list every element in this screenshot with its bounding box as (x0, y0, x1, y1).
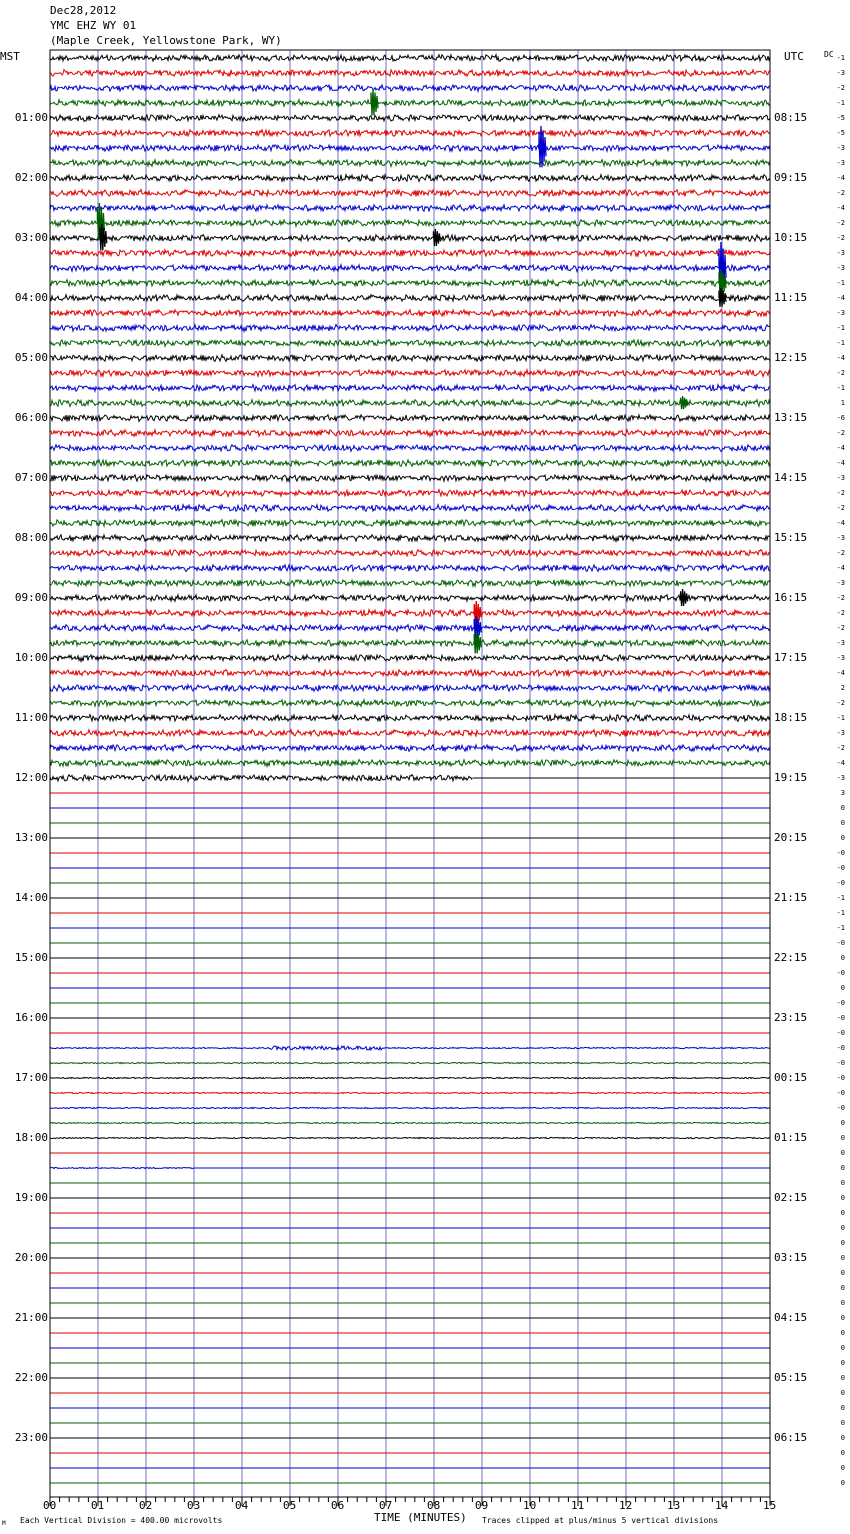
x-tick-label: 14 (715, 1499, 729, 1512)
dc-offset-label: 0 (840, 834, 845, 842)
x-tick-label: 12 (619, 1499, 633, 1512)
dc-offset-label: -1 (836, 384, 845, 392)
utc-hour-label: 11:15 (774, 291, 808, 304)
mst-hour-label: 06:00 (14, 411, 48, 424)
trace-line (50, 535, 770, 542)
trace-line (50, 310, 770, 317)
dc-offset-label: -1 (836, 714, 845, 722)
dc-offset-label: 0 (840, 1209, 845, 1217)
dc-offset-label: 0 (840, 1329, 845, 1337)
trace-line (50, 595, 770, 602)
vertical-division-note: Each Vertical Division = 400.00 microvolts (20, 1516, 223, 1525)
dc-offset-label: -2 (836, 219, 845, 227)
dc-offset-label: -4 (836, 519, 845, 527)
trace-line (50, 685, 770, 692)
trace-line (50, 370, 770, 377)
utc-hour-label: 19:15 (774, 771, 808, 784)
seismic-traces (50, 55, 770, 1483)
trace-line (50, 505, 770, 512)
dc-offset-label: -6 (836, 414, 845, 422)
trace-line (50, 250, 770, 257)
mst-hour-label: 01:00 (14, 111, 48, 124)
trace-line (50, 220, 770, 227)
dc-offset-label: 0 (840, 1374, 845, 1382)
location-label: (Maple Creek, Yellowstone Park, WY) (50, 34, 282, 47)
trace-line (50, 265, 770, 272)
event-spike (371, 89, 378, 115)
mst-hour-label: 13:00 (14, 831, 48, 844)
dc-offset-label: -3 (836, 159, 845, 167)
dc-offset-label: 0 (840, 984, 845, 992)
mst-hour-label: 09:00 (14, 591, 48, 604)
dc-offset-label: -3 (836, 579, 845, 587)
dc-offset-label: 0 (840, 1479, 845, 1487)
trace-line (50, 715, 770, 722)
trace-line (50, 280, 770, 287)
dc-offset-label: -2 (836, 504, 845, 512)
utc-hour-label: 15:15 (774, 531, 808, 544)
utc-hour-label: 13:15 (774, 411, 808, 424)
x-tick-label: 03 (187, 1499, 201, 1512)
trace-line (50, 1046, 770, 1050)
dc-offset-label: 2 (840, 684, 845, 692)
dc-offset-label: 0 (840, 1119, 845, 1127)
dc-offset-label: 0 (840, 1344, 845, 1352)
utc-hour-label: 21:15 (774, 891, 808, 904)
dc-offset-label: 0 (840, 1254, 845, 1262)
trace-line (50, 1167, 194, 1168)
dc-offset-label: -4 (836, 444, 845, 452)
dc-offset-label: -0 (836, 1059, 845, 1067)
trace-line (50, 190, 770, 197)
x-tick-label: 02 (139, 1499, 153, 1512)
mst-hour-label: 18:00 (14, 1131, 48, 1144)
dc-offset-label: -0 (836, 969, 845, 977)
dc-offset-label: -1 (836, 924, 845, 932)
dc-label: DC (824, 50, 834, 59)
dc-offset-label: 0 (840, 1149, 845, 1157)
mst-hour-label: 23:00 (14, 1431, 48, 1444)
dc-offset-label: -3 (836, 729, 845, 737)
trace-line (50, 145, 770, 152)
dc-offset-label: -2 (836, 609, 845, 617)
trace-line (50, 385, 770, 392)
trace-line (50, 730, 770, 737)
x-axis-title: TIME (MINUTES) (374, 1511, 467, 1524)
dc-offset-label: -2 (836, 594, 845, 602)
dc-offset-label: 0 (840, 804, 845, 812)
utc-hour-label: 17:15 (774, 651, 808, 664)
x-tick-label: 08 (427, 1499, 441, 1512)
x-tick-label: 10 (523, 1499, 537, 1512)
mst-hour-label: 12:00 (14, 771, 48, 784)
x-tick-label: 15 (763, 1499, 777, 1512)
dc-offset-label: -4 (836, 459, 845, 467)
trace-line (50, 175, 770, 182)
x-tick-label: 07 (379, 1499, 393, 1512)
mst-hour-label: 08:00 (14, 531, 48, 544)
utc-hour-label: 10:15 (774, 231, 808, 244)
dc-offset-label: -1 (836, 339, 845, 347)
trace-line (50, 235, 770, 242)
station-label: YMC EHZ WY 01 (50, 19, 137, 32)
utc-hour-label: 02:15 (774, 1191, 808, 1204)
dc-offset-label: -1 (836, 279, 845, 287)
trace-line (50, 1122, 770, 1123)
dc-offset-label: 0 (840, 1269, 845, 1277)
trace-line (50, 490, 770, 497)
dc-offset-label: -4 (836, 204, 845, 212)
dc-offset-label: -1 (836, 894, 845, 902)
trace-line (50, 70, 770, 77)
utc-hour-label: 14:15 (774, 471, 808, 484)
mst-hour-label: 07:00 (14, 471, 48, 484)
dc-offset-label: -2 (836, 189, 845, 197)
dc-offset-label: -2 (836, 84, 845, 92)
dc-offset-label: 0 (840, 819, 845, 827)
trace-line (50, 1077, 770, 1078)
trace-line (50, 565, 770, 572)
dc-offset-label: -3 (836, 774, 845, 782)
dc-offset-label: -0 (836, 1074, 845, 1082)
date-label: Dec28,2012 (50, 4, 117, 17)
trace-line (50, 1062, 770, 1063)
dc-offset-label: 0 (840, 1239, 845, 1247)
mst-hour-label: 15:00 (14, 951, 48, 964)
dc-offset-label: -2 (836, 429, 845, 437)
dc-offset-label: -4 (836, 354, 845, 362)
mst-hour-label: 19:00 (14, 1191, 48, 1204)
dc-offset-label: -3 (836, 639, 845, 647)
dc-offset-label: -3 (836, 144, 845, 152)
trace-line (50, 1137, 770, 1138)
dc-offset-label: -1 (836, 324, 845, 332)
trace-line (50, 445, 770, 452)
clipping-note: Traces clipped at plus/minus 5 vertical divisions (482, 1516, 719, 1525)
trace-line (50, 520, 770, 527)
dc-offset-label: 0 (840, 1224, 845, 1232)
mst-hour-label: 16:00 (14, 1011, 48, 1024)
dc-offset-label: -4 (836, 669, 845, 677)
utc-hour-label: 22:15 (774, 951, 808, 964)
x-tick-label: 11 (571, 1499, 585, 1512)
dc-offset-label: 0 (840, 1134, 845, 1142)
trace-line (50, 655, 770, 662)
dc-offset-label: 1 (840, 399, 845, 407)
utc-hour-label: 23:15 (774, 1011, 808, 1024)
trace-line (50, 760, 770, 767)
dc-offset-label: 0 (840, 1179, 845, 1187)
utc-hour-label: 04:15 (774, 1311, 808, 1324)
right-timezone-label: UTC (784, 50, 804, 63)
mst-hour-label: 21:00 (14, 1311, 48, 1324)
dc-offset-label: 0 (840, 1404, 845, 1412)
mst-hour-label: 04:00 (14, 291, 48, 304)
dc-offset-label: -3 (836, 474, 845, 482)
trace-line (50, 475, 770, 482)
dc-offset-label: -1 (836, 54, 845, 62)
dc-offset-label: -0 (836, 939, 845, 947)
mst-hour-label: 02:00 (14, 171, 48, 184)
dc-offset-label: -3 (836, 264, 845, 272)
trace-line (50, 100, 770, 107)
trace-line (50, 130, 770, 137)
x-tick-label: 09 (475, 1499, 489, 1512)
dc-offset-label: 0 (840, 1164, 845, 1172)
mst-hour-label: 11:00 (14, 711, 48, 724)
trace-line (50, 355, 770, 362)
utc-hour-label: 12:15 (774, 351, 808, 364)
utc-hour-label: 01:15 (774, 1131, 808, 1144)
x-tick-label: 04 (235, 1499, 249, 1512)
utc-hour-label: 08:15 (774, 111, 808, 124)
dc-offset-label: -0 (836, 1014, 845, 1022)
trace-line (50, 340, 770, 347)
dc-offset-label: -5 (836, 129, 845, 137)
dc-offset-label: -4 (836, 174, 845, 182)
dc-offset-label: -3 (836, 534, 845, 542)
dc-offset-label: -0 (836, 1089, 845, 1097)
dc-offset-label: -0 (836, 1044, 845, 1052)
dc-offset-label: -2 (836, 234, 845, 242)
dc-offset-label: -5 (836, 114, 845, 122)
event-spike (681, 589, 688, 606)
dc-offset-label: -2 (836, 489, 845, 497)
trace-line (50, 670, 770, 677)
mst-hour-label: 22:00 (14, 1371, 48, 1384)
mst-hour-label: 05:00 (14, 351, 48, 364)
utc-hour-label: 20:15 (774, 831, 808, 844)
x-axis-ticks (50, 1497, 770, 1506)
dc-offset-label: -0 (836, 999, 845, 1007)
trace-line (50, 295, 770, 302)
dc-offset-label: 0 (840, 1194, 845, 1202)
dc-offset-label: -0 (836, 1029, 845, 1037)
trace-line (50, 325, 770, 332)
trace-line (50, 625, 770, 632)
dc-offset-label: 3 (840, 789, 845, 797)
dc-offset-label: -2 (836, 369, 845, 377)
dc-offset-label: -2 (836, 549, 845, 557)
dc-offset-label: 0 (840, 1464, 845, 1472)
trace-line (50, 85, 770, 92)
utc-hour-label: 18:15 (774, 711, 808, 724)
dc-offset-label: -3 (836, 654, 845, 662)
trace-line (50, 460, 770, 467)
dc-offset-label: 0 (840, 1389, 845, 1397)
dc-offset-label: -2 (836, 624, 845, 632)
trace-line (50, 700, 770, 707)
dc-offset-label: -0 (836, 864, 845, 872)
mst-hour-label: 17:00 (14, 1071, 48, 1084)
dc-offset-label: 0 (840, 1314, 845, 1322)
dc-offset-label: 0 (840, 1284, 845, 1292)
mst-hour-label: 03:00 (14, 231, 48, 244)
dc-offset-label: -1 (836, 909, 845, 917)
dc-offset-label: -4 (836, 564, 845, 572)
trace-line (50, 550, 770, 557)
trace-line (50, 430, 770, 437)
dc-offset-label: -3 (836, 309, 845, 317)
dc-offset-label: -0 (836, 879, 845, 887)
dc-offset-label: 0 (840, 1434, 845, 1442)
dc-offset-label: -2 (836, 699, 845, 707)
mst-hour-label: 14:00 (14, 891, 48, 904)
utc-hour-label: 05:15 (774, 1371, 808, 1384)
dc-offset-label: 0 (840, 1419, 845, 1427)
x-tick-label: 05 (283, 1499, 297, 1512)
trace-line (50, 160, 770, 167)
utc-hour-label: 00:15 (774, 1071, 808, 1084)
corner-mark: M (2, 1520, 6, 1527)
utc-hour-label: 06:15 (774, 1431, 808, 1444)
dc-offset-label: 0 (840, 954, 845, 962)
trace-line (50, 115, 770, 122)
dc-offset-label: -0 (836, 849, 845, 857)
trace-line (50, 415, 770, 422)
dc-offset-label: -0 (836, 1104, 845, 1112)
trace-line (50, 640, 770, 647)
x-tick-label: 01 (91, 1499, 105, 1512)
dc-offset-label: -3 (836, 249, 845, 257)
trace-line (50, 775, 472, 782)
trace-line (50, 205, 770, 212)
mst-hour-label: 20:00 (14, 1251, 48, 1264)
trace-line (50, 745, 770, 752)
event-spike (681, 396, 688, 409)
dc-offset-label: -1 (836, 99, 845, 107)
left-timezone-label: MST (0, 50, 20, 63)
mst-hour-label: 10:00 (14, 651, 48, 664)
dc-offset-label: -4 (836, 759, 845, 767)
trace-line (50, 400, 770, 407)
trace-line (50, 1107, 770, 1108)
dc-offset-label: 0 (840, 1299, 845, 1307)
trace-line (50, 610, 770, 617)
utc-hour-label: 03:15 (774, 1251, 808, 1264)
dc-offset-label: -4 (836, 294, 845, 302)
dc-offset-label: -3 (836, 69, 845, 77)
dc-offset-label: 0 (840, 1359, 845, 1367)
utc-hour-label: 09:15 (774, 171, 808, 184)
trace-line (50, 1092, 770, 1093)
x-tick-label: 06 (331, 1499, 345, 1512)
x-tick-label: 13 (667, 1499, 681, 1512)
x-tick-label: 00 (43, 1499, 57, 1512)
trace-line (50, 55, 770, 62)
trace-line (50, 580, 770, 587)
utc-hour-label: 16:15 (774, 591, 808, 604)
dc-offset-label: -2 (836, 744, 845, 752)
dc-offset-label: 0 (840, 1449, 845, 1457)
